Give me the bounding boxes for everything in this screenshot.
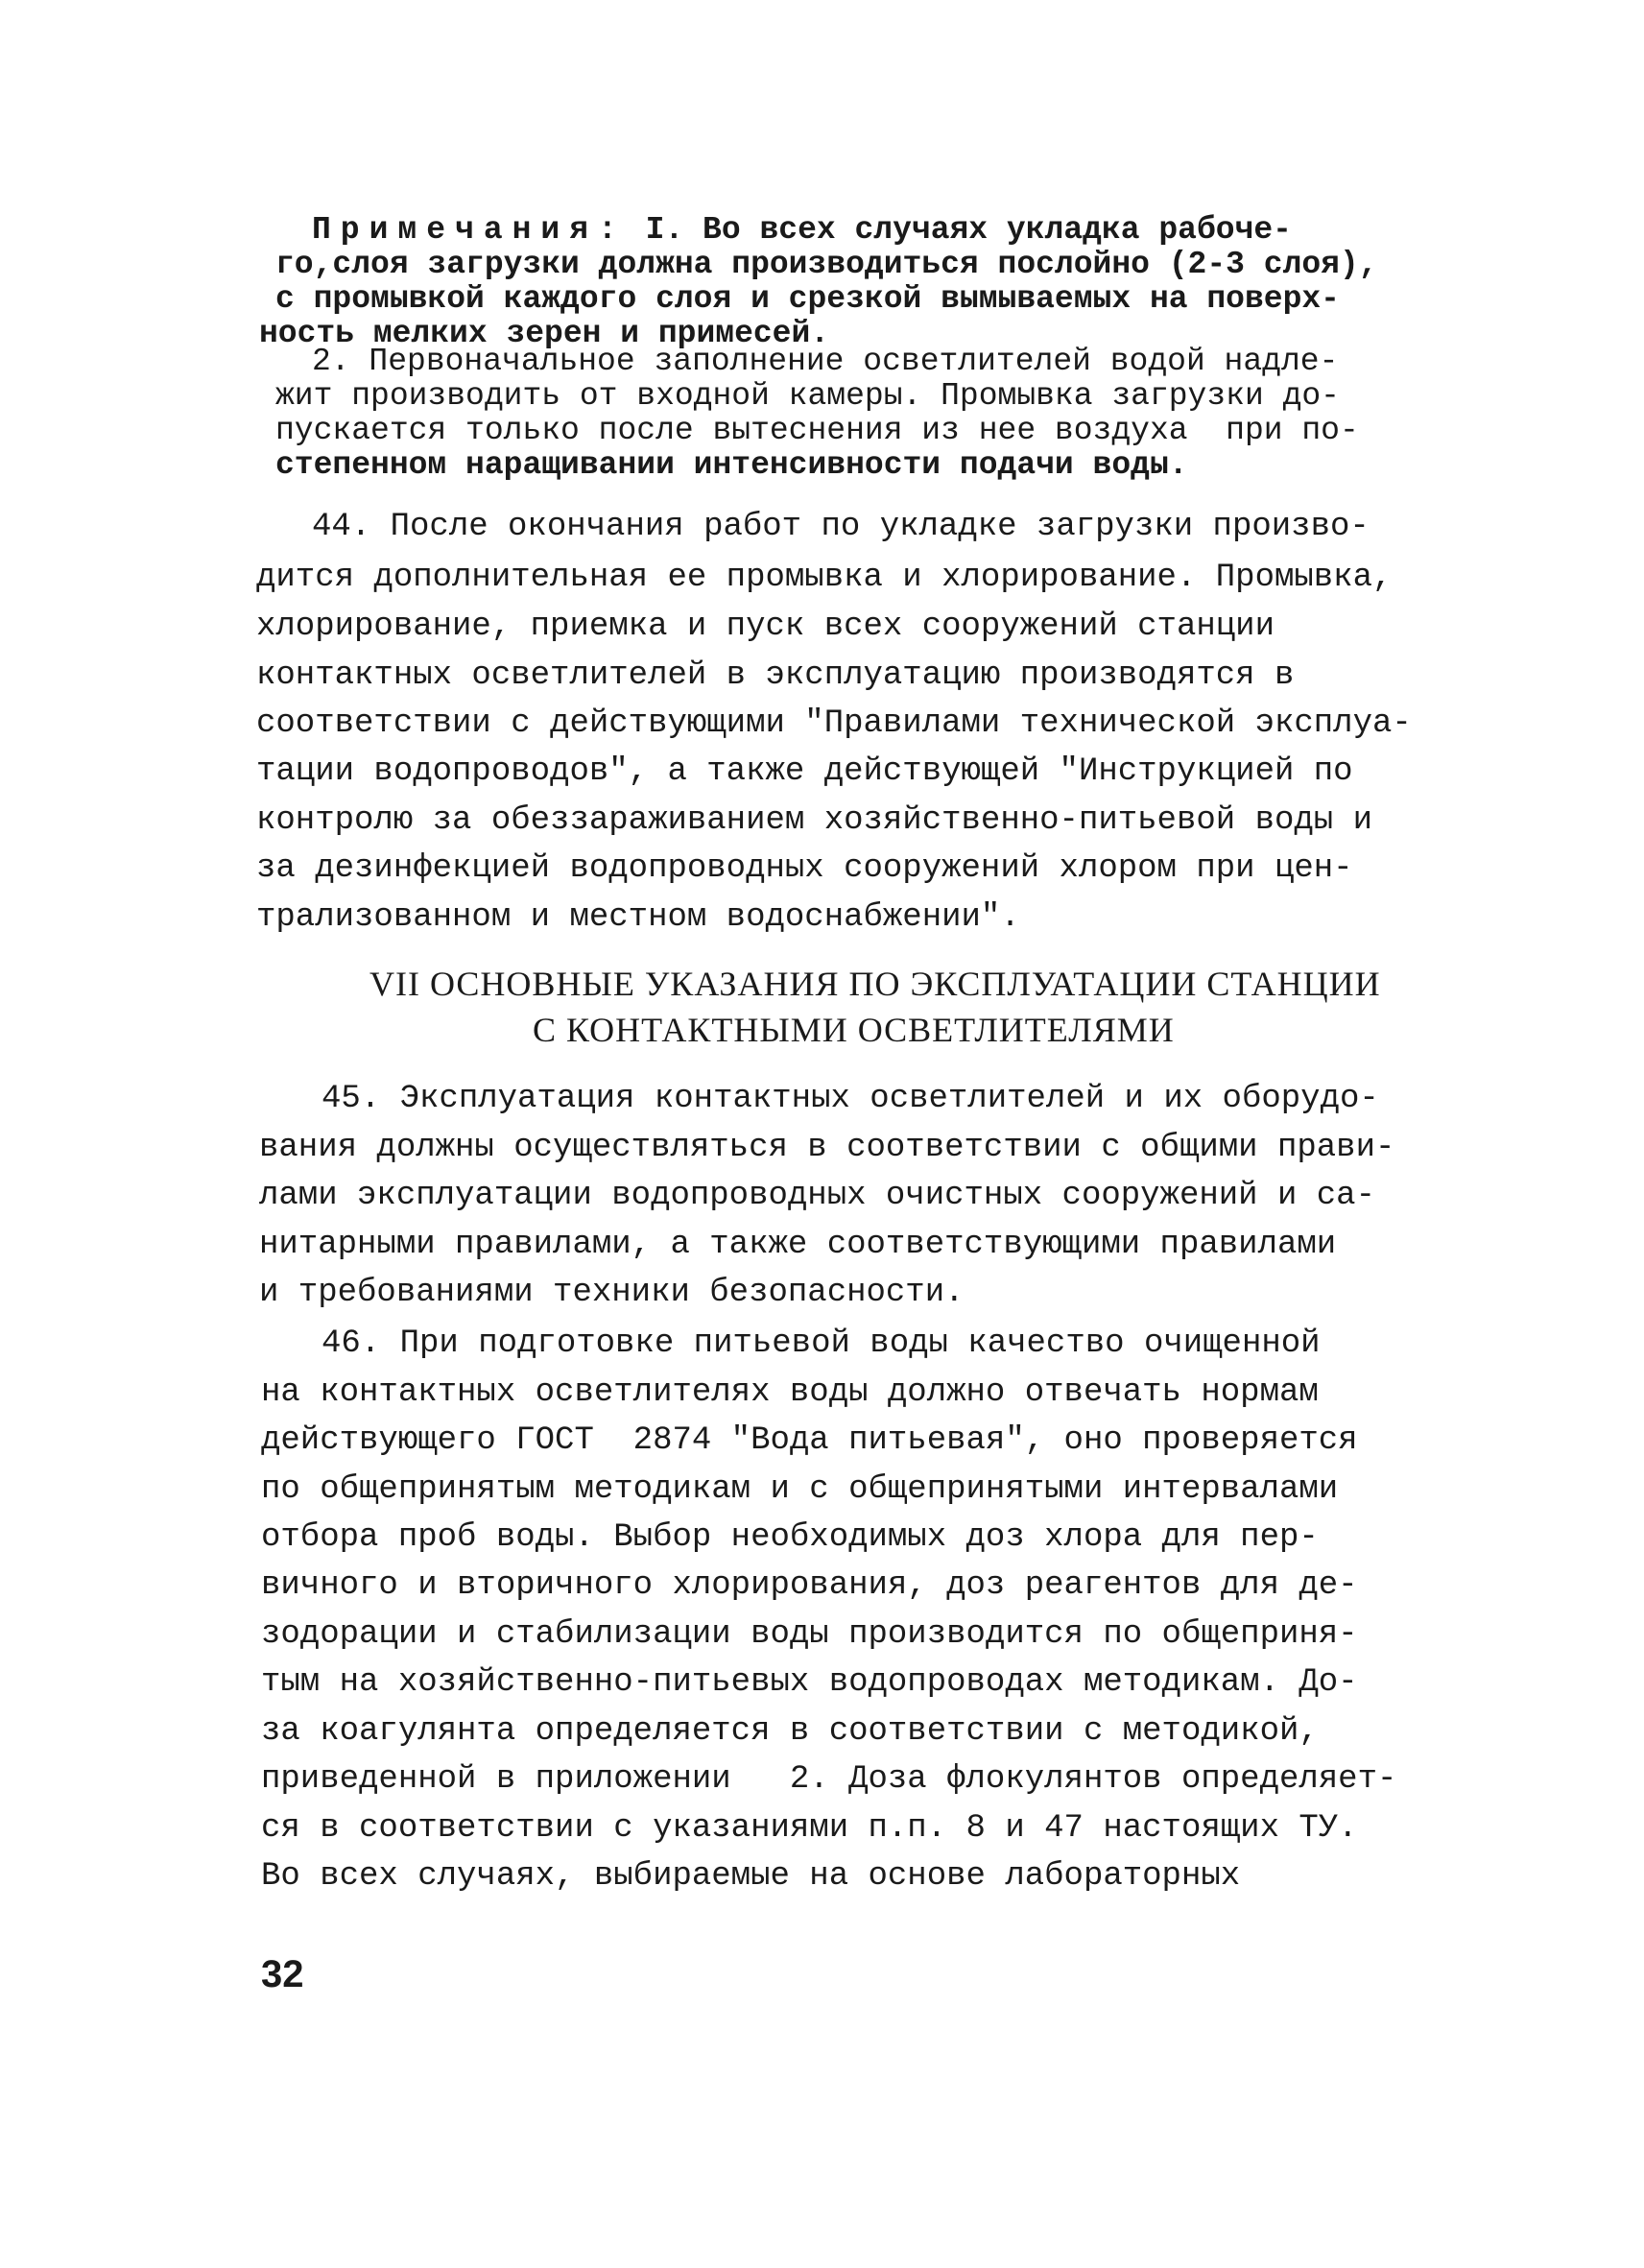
p46-line-4: по общепринятым методикам и с общепринятыми интервалами xyxy=(261,1471,1339,1508)
p45-line-4: нитарными правилами, а также соответствующими правилами xyxy=(259,1227,1337,1263)
p44-line-6: тации водопроводов", а также действующей "Инструкцией по xyxy=(256,753,1353,790)
notes-line-8: степенном наращивании интенсивности подачи воды. xyxy=(275,447,1188,483)
p44-line-4: контактных осветлителей в эксплуатацию производятся в xyxy=(256,657,1295,694)
notes-line-1 xyxy=(312,213,1292,248)
notes-line-5: 2. Первоначальное заполнение осветлителей водой надле- xyxy=(312,344,1339,379)
page-number: 32 xyxy=(261,1953,304,1995)
heading-line-1: VII ОСНОВНЫЕ УКАЗАНИЯ ПО ЭКСПЛУАТАЦИИ СТАНЦИИ xyxy=(369,965,1381,1003)
notes-line-2: го,слоя загрузки должна производиться послойно (2-3 слоя), xyxy=(275,247,1378,282)
p46-line-8: тым на хозяйственно-питьевых водопроводах методикам. До- xyxy=(261,1664,1358,1701)
p46-line-2: на контактных осветлителях воды должно отвечать нормам xyxy=(261,1374,1319,1411)
p46-line-10: приведенной в приложении 2. Доза флокулянтов определяет- xyxy=(261,1761,1397,1798)
p46-line-11: ся в соответствии с указаниями п.п. 8 и 47 настоящих ТУ. xyxy=(261,1810,1358,1847)
p45-line-3: лами эксплуатации водопроводных очистных сооружений и са- xyxy=(259,1178,1375,1214)
p46-line-9: за коагулянта определяется в соответствии с методикой, xyxy=(261,1713,1319,1750)
p45-line-1: 45. Эксплуатация контактных осветлителей и их оборудо- xyxy=(322,1081,1379,1117)
notes-line-4: ность мелких зерен и примесей. xyxy=(259,316,830,351)
p44-line-5: соответствии с действующими "Правилами технической эксплуа- xyxy=(256,705,1412,742)
p45-line-5: и требованиями техники безопасности. xyxy=(259,1275,965,1311)
p46-line-1: 46. При подготовке питьевой воды качество очищенной xyxy=(322,1325,1321,1362)
p44-line-8: за дезинфекцией водопроводных сооружений хлором при цен- xyxy=(256,850,1353,887)
p46-line-7: зодорации и стабилизации воды производится по общеприня- xyxy=(261,1616,1358,1653)
notes-line-7: пускается только после вытеснения из нее воздуха при по- xyxy=(275,413,1359,448)
heading-line-2: С КОНТАКТНЫМИ ОСВЕТЛИТЕЛЯМИ xyxy=(533,1011,1175,1049)
p44-line-2: дится дополнительная ее промывка и хлорирование. Промывка, xyxy=(256,560,1393,596)
p46-line-6: вичного и вторичного хлорирования, доз реагентов для де- xyxy=(261,1567,1358,1604)
notes-line-3: с промывкой каждого слоя и срезкой вымываемых на поверх- xyxy=(275,281,1340,317)
p46-line-3: действующего ГОСТ 2874 "Вода питьевая", оно проверяется xyxy=(261,1422,1358,1459)
notes-text-1: I. Во всех случаях укладка рабоче- xyxy=(626,212,1292,248)
notes-label: Примечания: xyxy=(312,212,627,248)
notes-line-6: жит производить от входной камеры. Промывка загрузки до- xyxy=(275,378,1340,414)
p44-line-9: трализованном и местном водоснабжении". xyxy=(256,899,1020,936)
p44-line-7: контролю за обеззараживанием хозяйственно-питьевой воды и xyxy=(256,802,1372,839)
p46-line-12: Во всех случаях, выбираемые на основе лабораторных xyxy=(261,1858,1241,1895)
p45-line-2: вания должны осуществляться в соответствии с общими прави- xyxy=(259,1130,1395,1166)
p44-line-3: хлорирование, приемка и пуск всех сооружений станции xyxy=(256,609,1275,645)
p46-line-5: отбора проб воды. Выбор необходимых доз хлора для пер- xyxy=(261,1519,1319,1556)
p44-line-1: 44. После окончания работ по укладке загрузки произво- xyxy=(312,509,1370,545)
